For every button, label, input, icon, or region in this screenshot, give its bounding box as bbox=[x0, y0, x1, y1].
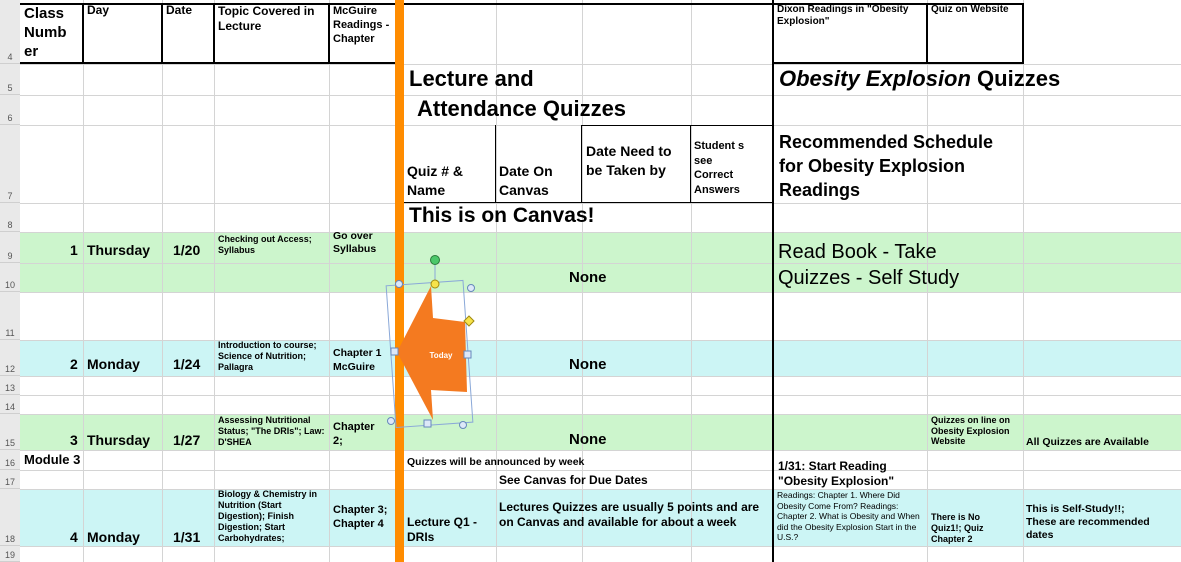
col-date-need: Date Need to be Taken by bbox=[586, 143, 672, 178]
col-quiz-name: Quiz # & Name bbox=[407, 163, 464, 198]
rotate-handle[interactable] bbox=[431, 256, 440, 265]
resize-handle[interactable] bbox=[396, 281, 403, 288]
obesity-title-rest: Quizzes bbox=[970, 66, 1061, 91]
row4-quiz: Lecture Q1 - DRIs bbox=[407, 515, 478, 544]
today-label: Today bbox=[429, 351, 453, 360]
row3-day: Thursday bbox=[87, 432, 151, 448]
resize-handle[interactable] bbox=[464, 351, 471, 358]
row-number[interactable]: 16 bbox=[0, 450, 20, 470]
header-class-number: Class Numb er bbox=[24, 5, 67, 60]
row4-topic: Biology & Chemistry in Nutrition (Start Digestion); Finish Digestion; Start Carbohydrates; bbox=[218, 489, 318, 543]
row4-num: 4 bbox=[70, 529, 78, 545]
row3-num: 3 bbox=[70, 432, 78, 448]
resize-handle[interactable] bbox=[460, 422, 467, 429]
row-number[interactable]: 10 bbox=[0, 263, 20, 292]
row1-mcguire: Go over Syllabus bbox=[333, 230, 377, 255]
lecture-title-line1: Lecture and bbox=[409, 66, 534, 91]
row-number[interactable]: 13 bbox=[0, 376, 20, 395]
row1-day: Thursday bbox=[87, 242, 151, 258]
row2-quiz: None bbox=[569, 356, 607, 373]
resize-handle[interactable] bbox=[388, 418, 395, 425]
col-student-see: Student s see Correct Answers bbox=[694, 140, 745, 196]
row2-num: 2 bbox=[70, 356, 78, 372]
row-number[interactable]: 11 bbox=[0, 292, 20, 340]
row-number[interactable]: 12 bbox=[0, 340, 20, 376]
module-label: Module 3 bbox=[24, 452, 81, 467]
row3-all-quizzes: All Quizzes are Available bbox=[1026, 436, 1149, 448]
row-number[interactable]: 5 bbox=[0, 64, 20, 95]
row-number[interactable]: 6 bbox=[0, 95, 20, 125]
resize-handle[interactable] bbox=[424, 420, 431, 427]
lecture-title-line2: Attendance Quizzes bbox=[417, 96, 627, 121]
row2-day: Monday bbox=[87, 356, 140, 372]
row-number[interactable]: 8 bbox=[0, 203, 20, 232]
row3-quiz: None bbox=[569, 431, 607, 448]
header-date: Date bbox=[166, 3, 193, 17]
see-canvas-note: See Canvas for Due Dates bbox=[499, 473, 648, 487]
row4-day: Monday bbox=[87, 529, 140, 545]
row3-topic: Assessing Nutritional Status; "The DRIs"; Law: D'SHEA bbox=[218, 415, 325, 447]
row4-dixon-readings: Readings: Chapter 1. Where Did Obesity Come From? Readings: Chapter 2. What is Obesity and When did the Obesity Explosion Start in the U.S.? bbox=[777, 490, 920, 542]
header-mcguire: McGuire Readings - Chapter bbox=[333, 5, 390, 45]
row-number[interactable]: 7 bbox=[0, 125, 20, 203]
header-topic: Topic Covered in Lecture bbox=[218, 4, 315, 33]
row4-quiz-website: There is No Quiz1!; Quiz Chapter 2 bbox=[931, 512, 984, 544]
obesity-title bbox=[779, 66, 1060, 91]
row-number[interactable]: 15 bbox=[0, 414, 20, 450]
row3-date: 1/27 bbox=[173, 432, 201, 448]
row-number[interactable]: 18 bbox=[0, 489, 20, 546]
row2-mcguire: Chapter 1 McGuire bbox=[333, 347, 382, 373]
obesity-title-italic: Obesity Explosion bbox=[779, 66, 971, 91]
row4-dixon-start: 1/31: Start Reading "Obesity Explosion" bbox=[778, 459, 895, 488]
row-number[interactable]: 9 bbox=[0, 232, 20, 263]
row2-topic: Introduction to course; Science of Nutrition; Pallagra bbox=[218, 340, 317, 372]
row-number[interactable]: 17 bbox=[0, 470, 20, 489]
header-day: Day bbox=[87, 3, 110, 17]
row1-num: 1 bbox=[70, 242, 78, 258]
read-book-note: Read Book - Take Quizzes - Self Study bbox=[778, 241, 960, 289]
resize-handle[interactable] bbox=[468, 285, 475, 292]
row4-self-study: This is Self-Study!!; These are recommended dates bbox=[1026, 503, 1150, 541]
row1-topic: Checking out Access; Syllabus bbox=[218, 234, 312, 255]
header-dixon: Dixon Readings in "Obesity Explosion" bbox=[777, 4, 909, 27]
col-date-on-canvas: Date On Canvas bbox=[499, 163, 553, 198]
row1-date: 1/20 bbox=[173, 242, 201, 258]
row3-quiz-website: Quizzes on line on Obesity Explosion Website bbox=[931, 415, 1011, 446]
canvas-note: This is on Canvas! bbox=[409, 204, 595, 227]
resize-handle[interactable] bbox=[391, 348, 398, 355]
announce-note: Quizzes will be announced by week bbox=[407, 456, 585, 468]
row-number[interactable]: 4 bbox=[0, 0, 20, 64]
row1-quiz: None bbox=[569, 269, 607, 286]
header-quiz-on-website: Quiz on Website bbox=[931, 4, 1009, 15]
row2-date: 1/24 bbox=[173, 356, 201, 372]
row-number[interactable]: 14 bbox=[0, 395, 20, 414]
row3-mcguire: Chapter 2; bbox=[333, 421, 375, 447]
today-arrow-shape[interactable] bbox=[385, 250, 485, 435]
adjust-handle[interactable] bbox=[431, 280, 439, 288]
recommended-schedule: Recommended Schedule for Obesity Explosion Readings bbox=[779, 132, 994, 200]
row4-quiz-note: Lectures Quizzes are usually 5 points and are on Canvas and available for about a week bbox=[499, 500, 760, 529]
row4-date: 1/31 bbox=[173, 529, 201, 545]
row4-mcguire: Chapter 3; Chapter 4 bbox=[333, 504, 388, 530]
row-number[interactable]: 19 bbox=[0, 546, 20, 562]
